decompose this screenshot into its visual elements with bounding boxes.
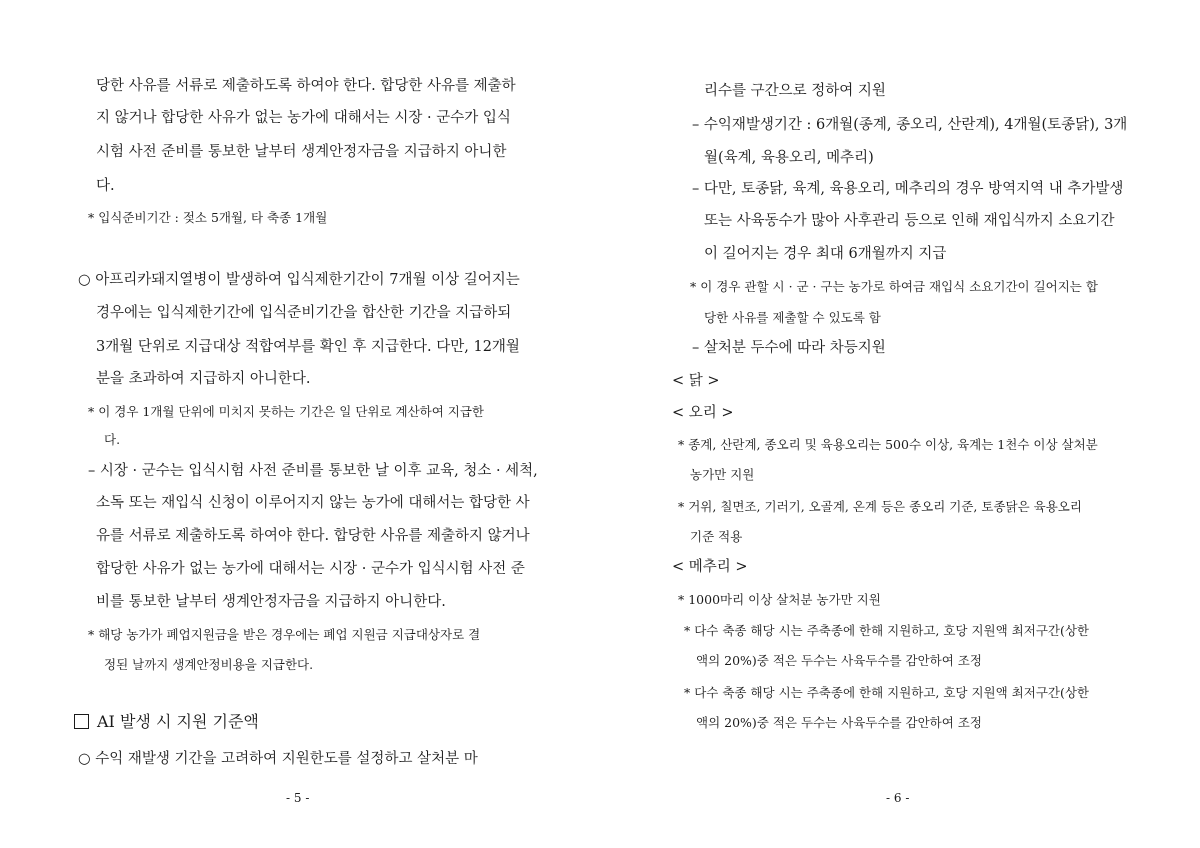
right-note-line: * 거위, 칠면조, 기러기, 오골계, 온계 등은 종오리 기준, 토종닭은 육용오리 — [678, 499, 1082, 514]
left-bullet-line: ○ 수익 재발생 기간을 고려하여 지원한도를 설정하고 살처분 마 — [78, 751, 478, 767]
left-text-line: 비를 통보한 날부터 생계안정자금을 지급하지 아니한다. — [96, 594, 446, 610]
checkbox-square-icon — [74, 714, 89, 729]
right-note-line: * 1000마리 이상 살처분 농가만 지원 — [678, 592, 881, 607]
right-note-line: * 다수 축종 해당 시는 주축종에 한해 지원하고, 호당 지원액 최저구간(상한 — [684, 623, 1090, 638]
page-number: - 6 - — [886, 791, 910, 805]
page-number: - 5 - — [286, 791, 310, 805]
left-text-line: 합당한 사유가 없는 농가에 대해서는 시장 · 군수가 입식시험 사전 준 — [96, 561, 525, 577]
left-text-line: 소독 또는 재입식 신청이 이루어지지 않는 농가에 대해서는 합당한 사 — [96, 495, 530, 511]
left-note-line: 다. — [104, 432, 121, 447]
category-label: < 닭 > — [672, 373, 720, 389]
left-text-line: 당한 사유를 서류로 제출하도록 하여야 한다. 합당한 사유를 제출하 — [96, 78, 516, 94]
left-text-line: 시험 사전 준비를 통보한 날부터 생계안정자금을 지급하지 아니한 — [96, 144, 507, 160]
right-note-line: 기준 적용 — [690, 529, 743, 544]
left-text-line: 3개월 단위로 지급대상 적합여부를 확인 후 지급한다. 다만, 12개월 — [96, 339, 520, 355]
right-note-line: 농가만 지원 — [690, 467, 755, 482]
right-text-line: 또는 사육동수가 많아 사후관리 등으로 인해 재입식까지 소요기간 — [704, 213, 1115, 229]
category-label: < 메추리 > — [672, 559, 748, 575]
right-text-line: 월(육계, 육용오리, 메추리) — [704, 150, 874, 166]
category-label: < 오리 > — [672, 405, 734, 421]
right-note-line: 액의 20%)중 적은 두수는 사육두수를 감안하여 조정 — [696, 653, 982, 668]
left-dash-line: – 시장 · 군수는 입식시험 사전 준비를 통보한 날 이후 교육, 청소 · 세척, — [88, 463, 538, 479]
right-dash-line: – 살처분 두수에 따라 차등지원 — [692, 340, 886, 356]
right-text-line: 이 길어지는 경우 최대 6개월까지 지급 — [704, 246, 947, 262]
right-note-line: 액의 20%)중 적은 두수는 사육두수를 감안하여 조정 — [696, 715, 982, 730]
right-text-line: 리수를 구간으로 정하여 지원 — [704, 83, 886, 99]
right-note-line: * 다수 축종 해당 시는 주축종에 한해 지원하고, 호당 지원액 최저구간(상한 — [684, 685, 1090, 700]
left-text-line: 지 않거나 합당한 사유가 없는 농가에 대해서는 시장 · 군수가 입식 — [96, 110, 511, 126]
left-note-line: * 해당 농가가 폐업지원금을 받은 경우에는 폐업 지원금 지급대상자로 결 — [88, 627, 481, 642]
section-heading — [74, 713, 259, 731]
right-note-line: 당한 사유를 제출할 수 있도록 함 — [704, 310, 881, 325]
left-text-line: 경우에는 입식제한기간에 입식준비기간을 합산한 기간을 지급하되 — [96, 305, 512, 321]
left-bullet-line: ○ 아프리카돼지열병이 발생하여 입식제한기간이 7개월 이상 길어지는 — [78, 272, 520, 288]
left-text-line: 분을 초과하여 지급하지 아니한다. — [96, 371, 311, 387]
right-note-line: * 종계, 산란계, 종오리 및 육용오리는 500수 이상, 육계는 1천수 이상 살처분 — [678, 437, 1098, 452]
right-note-line: * 이 경우 관할 시 · 군 · 구는 농가로 하여금 재입식 소요기간이 길어지는 합 — [690, 279, 1098, 294]
left-text-line: 다. — [96, 178, 115, 194]
left-note-line: * 입식준비기간 : 젖소 5개월, 타 축종 1개월 — [88, 210, 328, 225]
section-heading-text: AI 발생 시 지원 기준액 — [97, 712, 259, 731]
left-note-line: 정된 날까지 생계안정비용을 지급한다. — [104, 657, 314, 672]
right-dash-line: – 다만, 토종닭, 육계, 육용오리, 메추리의 경우 방역지역 내 추가발생 — [692, 181, 1124, 197]
left-text-line: 유를 서류로 제출하도록 하여야 한다. 합당한 사유를 제출하지 않거나 — [96, 528, 530, 544]
right-dash-line: – 수익재발생기간 : 6개월(종계, 종오리, 산란계), 4개월(토종닭), 3개 — [692, 117, 1128, 133]
left-note-line: * 이 경우 1개월 단위에 미치지 못하는 기간은 일 단위로 계산하여 지급한 — [88, 404, 485, 419]
